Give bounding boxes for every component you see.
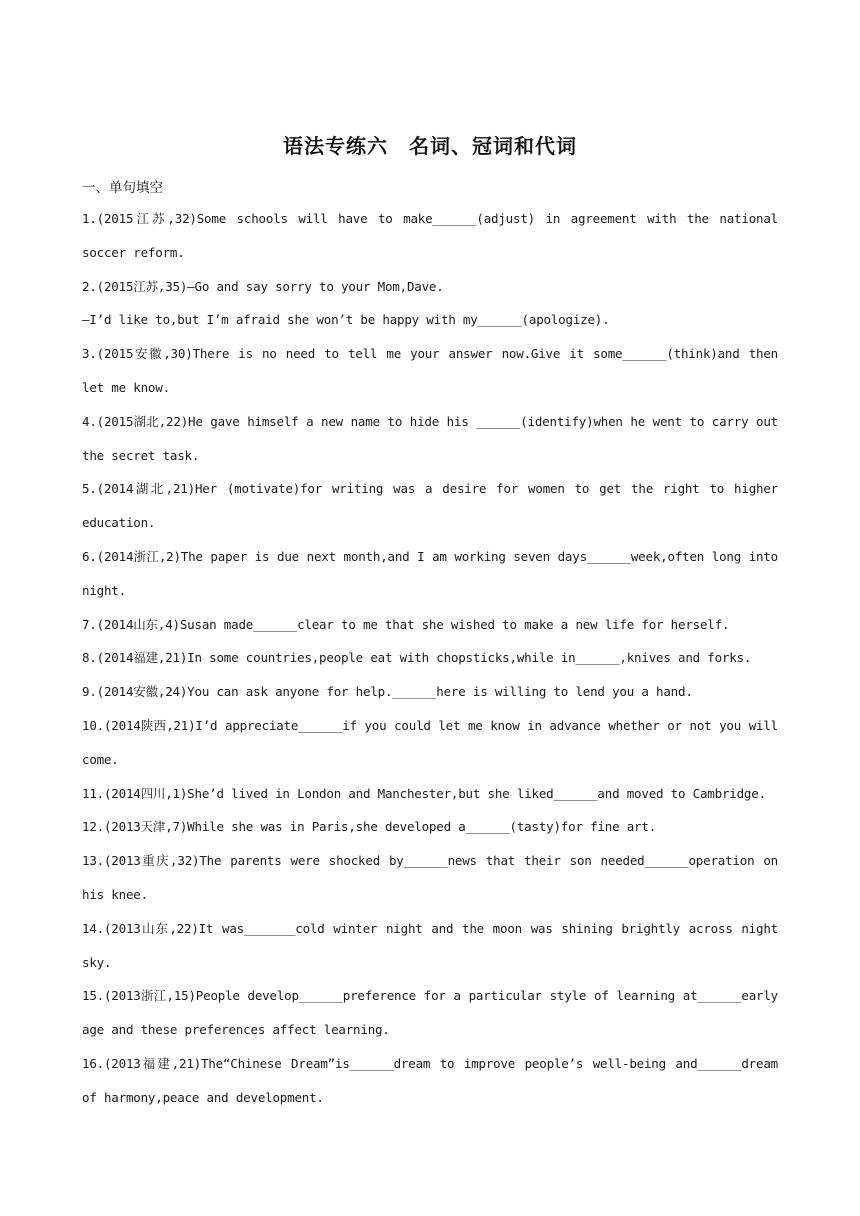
question-item: 8.(2014福建,21)In some countries,people eat with chopsticks,while in______,knives and forks.: [82, 650, 752, 666]
question-item: 12.(2013天津,7)While she was in Paris,she developed a______(tasty)for fine art.: [82, 819, 657, 835]
question-item: 11.(2014四川,1)She’d lived in London and Manchester,but she liked______and moved to Cambridge.: [82, 785, 766, 801]
question-item: 16.(2013福建,21)The“Chinese Dream”is______dream to improve people’s well-being and______dream of harmony,peace and development.: [82, 1055, 778, 1105]
question-item: 2.(2015江苏,35)—Go and say sorry to your Mom,Dave.: [82, 278, 444, 294]
question-item: 6.(2014浙江,2)The paper is due next month,and I am working seven days______week,often long into night.: [82, 548, 778, 598]
question-item: 10.(2014陕西,21)I’d appreciate______if you could let me know in advance whether or not you will come.: [82, 717, 778, 767]
question-item: —I’d like to,but I’m afraid she won’t be happy with my______(apologize).: [82, 312, 610, 328]
question-item: 5.(2014湖北,21)Her (motivate)for writing was a desire for women to get the right to higher education.: [82, 481, 778, 531]
section-heading: 一、单句填空: [82, 180, 163, 196]
question-item: 15.(2013浙江,15)People develop______preference for a particular style of learning at______early age and these preferences affect learning.: [82, 988, 778, 1038]
question-item: 7.(2014山东,4)Susan made______clear to me that she wished to make a new life for herself.: [82, 616, 730, 632]
question-item: 9.(2014安徽,24)You can ask anyone for help.______here is willing to lend you a hand.: [82, 684, 693, 700]
question-item: 4.(2015湖北,22)He gave himself a new name to hide his ______(identify)when he went to carry out the secret task.: [82, 413, 778, 463]
page-title: 语法专练六 名词、冠词和代词: [283, 134, 577, 158]
question-item: 13.(2013重庆,32)The parents were shocked by______news that their son needed______operation on his knee.: [82, 853, 778, 902]
question-item: 3.(2015安徽,30)There is no need to tell me your answer now.Give it some______(think)and then let me know.: [82, 346, 778, 395]
question-list: [82, 202, 778, 1115]
question-item: 14.(2013山东,22)It was_______cold winter night and the moon was shining brightly across night sky.: [82, 920, 778, 970]
question-item: 1.(2015江苏,32)Some schools will have to make______(adjust) in agreement with the national soccer reform.: [82, 211, 778, 260]
